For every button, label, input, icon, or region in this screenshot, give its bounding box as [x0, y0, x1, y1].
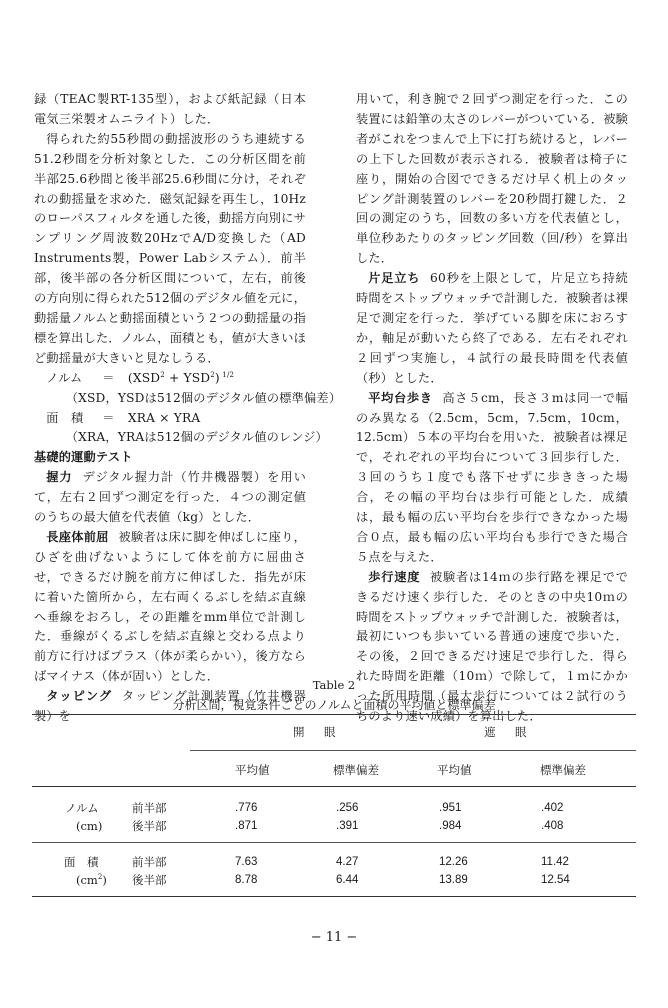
group-header-eyes-closed: 遮 眼	[484, 725, 531, 739]
table-cell: .408	[541, 820, 564, 832]
row-unit-norm: (cm)	[76, 819, 103, 833]
paragraph-tapping-cont: 用いて，利き腕で２回ずつ測定を行った．この装置には鉛筆の太さのレバーがついている．被験者がこれをつまんで上下に打ち続けると，レバーの上下した回数が表示される．被験者は椅子に座り，開始の合図でできるだけ早く机上のタッピング計測装置のレバーを20秒間打鍵した．２回の測定のうち，回数の多い方を代表値とし，単位秒あたりのタッピング回数（回/秒）を算出した．	[356, 92, 628, 266]
table-cell: .776	[235, 802, 258, 814]
formula-area-note: （XRA，YRAは512個のデジタル値のレンジ）	[65, 430, 328, 445]
row-unit-area	[76, 872, 107, 888]
right-column	[356, 90, 628, 727]
table-cell: 11.42	[541, 856, 569, 868]
table-cell: 4.27	[336, 856, 359, 868]
paragraph-sit-reach	[34, 528, 306, 687]
run-head-one-leg: 片足立ち	[368, 271, 421, 286]
formula-area	[34, 409, 306, 429]
sub-header-sd-open: 標準偏差	[333, 763, 379, 777]
text-beam-walk: 高さ５cm，長さ３mは同一で幅のみ異なる（2.5cm，5cm，7.5cm，10cm，12.5cm）５本の平均台を用いた．被験者は裸足で，それぞれの平均台について３回歩行した．３回のうち１度でも落下せずに歩ききった場合，その幅の平均台は歩行可能とした．成績は，最も幅の広い平均台を歩行できなかった場合０点，最も幅の広い平均台も歩行できた場合５点を与えた．	[356, 390, 628, 564]
table-cell: .391	[336, 820, 359, 832]
section-divider-rule	[32, 842, 636, 843]
row-period: 後半部	[132, 873, 167, 887]
table-2	[0, 676, 668, 714]
group-header-eyes-open: 開 眼	[293, 725, 340, 739]
table-cell: .256	[336, 802, 359, 814]
text-sit-reach: 被験者は床に脚を伸ばしに座り，ひざを曲げないようにして体を前方に屈曲させ，できるだけ腕を前方に伸ばした．指先が床に着いた箇所から，左右両くるぶしを結ぶ直線へ垂線をおろし，その距離をmm単位で計測した．垂線がくるぶしを結ぶ直線と交わる点より前方に行けばプラス（体が柔らかい），後方ならばマイナス（体が固い）とした．	[34, 529, 307, 684]
table-caption: 分析区間，視覚条件ごとのノルムと面積の平均値と標準偏差	[172, 698, 496, 712]
table-cell: .984	[439, 820, 462, 832]
table-top-rule	[32, 714, 636, 715]
run-head-tapping: タッピング	[46, 689, 113, 704]
table-cell: .951	[439, 802, 462, 814]
text-one-leg: 60秒を上限として，片足立ち持続時間をストップウォッチで計測した．被験者は裸足で測定を行った．挙げている脚を床におろすか，軸足が動いたら終了である．左右それぞれ２回ずつ実施し，４試行の最長時間を代表値（秒）とした．	[356, 271, 628, 385]
group-header-rule	[190, 750, 636, 751]
table-cell: 8.78	[235, 874, 258, 886]
row-label-area: 面 積	[64, 855, 99, 869]
formula-norm-sup-a: 2	[160, 370, 165, 379]
sub-header-mean-closed: 平均値	[437, 763, 472, 777]
text-walk-speed: 被験者は14ｍの歩行路を裸足でできるだけ速く歩行した．そのときの中央10ｍの時間をストップウォッチで計測した．被験者は，最初にいつも歩いている普通の速度で歩いた．その後，２回できるだけ速足で歩行した．得られた時間を距離（10ｍ）で除して，１ｍにかかった所用時間（最大歩行については２試行のうちのより速い成績）を算出した．	[356, 569, 628, 724]
header-bottom-rule	[32, 786, 636, 787]
page-number: − 11 −	[310, 930, 358, 945]
text-grip: デジタル握力計（竹井機器製）を用いて，左右２回ずつ測定を行った．４つの測定値のうちの最大値を代表値（kg）とした．	[34, 470, 307, 525]
run-head-beam-walk: 平均台歩き	[368, 390, 433, 405]
table-cell: 7.63	[235, 856, 258, 868]
formula-area-equals: ＝	[102, 410, 115, 425]
formula-norm-expr-a: (XSD	[127, 370, 161, 385]
row-period: 前半部	[132, 801, 167, 815]
run-head-sit-reach: 長座体前屈	[46, 529, 109, 544]
table-cell: .402	[541, 802, 564, 814]
formula-norm-sup-c: 1/2	[219, 370, 235, 379]
paragraph-grip	[34, 468, 306, 528]
paragraph-analysis: 得られた約55秒間の動揺波形のうち連続する51.2秒間を分析対象とした．この分析区間を前半部25.6秒間と後半部25.6秒間に分け，それぞれの動揺量を求めた．磁気記録を再生し，10Hzのローパスフィルタを通した後，動揺方向別にサンプリング周波数20HzでA/D変換した（AD Instruments製，Power Labシステム）．前半部，後半部の各分析区間について，左右，前後の方向別に得られた512個のデジタル値を元に，動揺量ノルムと動揺面積という２つの動揺量の指標を算出した．ノルム，面積とも，値が大きいほど動揺量が大きいと見なしうる．	[34, 131, 306, 365]
formula-norm-expr-c: )	[214, 370, 220, 385]
sub-header-mean-open: 平均値	[235, 763, 270, 777]
formula-norm	[34, 369, 306, 389]
unit-end: )	[102, 873, 107, 887]
section-heading: 基礎的運動テスト	[34, 450, 133, 465]
table-cell: 6.44	[336, 874, 359, 886]
table-cell: .871	[235, 820, 258, 832]
unit-sup: 2	[97, 873, 103, 881]
table-cell: 12.54	[541, 874, 570, 886]
paragraph-one-leg	[356, 269, 628, 388]
sub-header-sd-closed: 標準偏差	[540, 763, 586, 777]
formula-norm-expr-b: + YSD	[164, 370, 211, 385]
formula-area-expr: XRA × YRA	[127, 410, 201, 425]
unit-base: (cm	[76, 873, 98, 887]
table-bottom-rule	[32, 896, 636, 897]
formula-norm-equals: ＝	[102, 370, 115, 385]
run-head-walk-speed: 歩行速度	[368, 569, 421, 584]
formula-norm-sup-b: 2	[210, 370, 215, 379]
table-cell: 13.89	[439, 874, 468, 886]
row-period: 後半部	[132, 819, 167, 833]
table-title: Table 2	[312, 678, 356, 692]
paragraph-beam-walk	[356, 389, 628, 568]
text-tapping: タッピング計測装置（竹井機器製）を	[34, 689, 306, 724]
run-head-grip: 握力	[46, 470, 73, 485]
formula-norm-label: ノルム	[46, 370, 83, 385]
formula-area-label: 面 積	[46, 410, 84, 425]
row-period: 前半部	[132, 855, 167, 869]
row-label-norm: ノルム	[65, 801, 99, 815]
formula-norm-note: （XSD，YSDは512個のデジタル値の標準偏差）	[65, 390, 342, 405]
paragraph-recording: 録（TEAC製RT-135型），および紙記録（日本電気三栄製オムニライト）した．	[34, 92, 306, 126]
table-cell: 12.26	[439, 856, 468, 868]
